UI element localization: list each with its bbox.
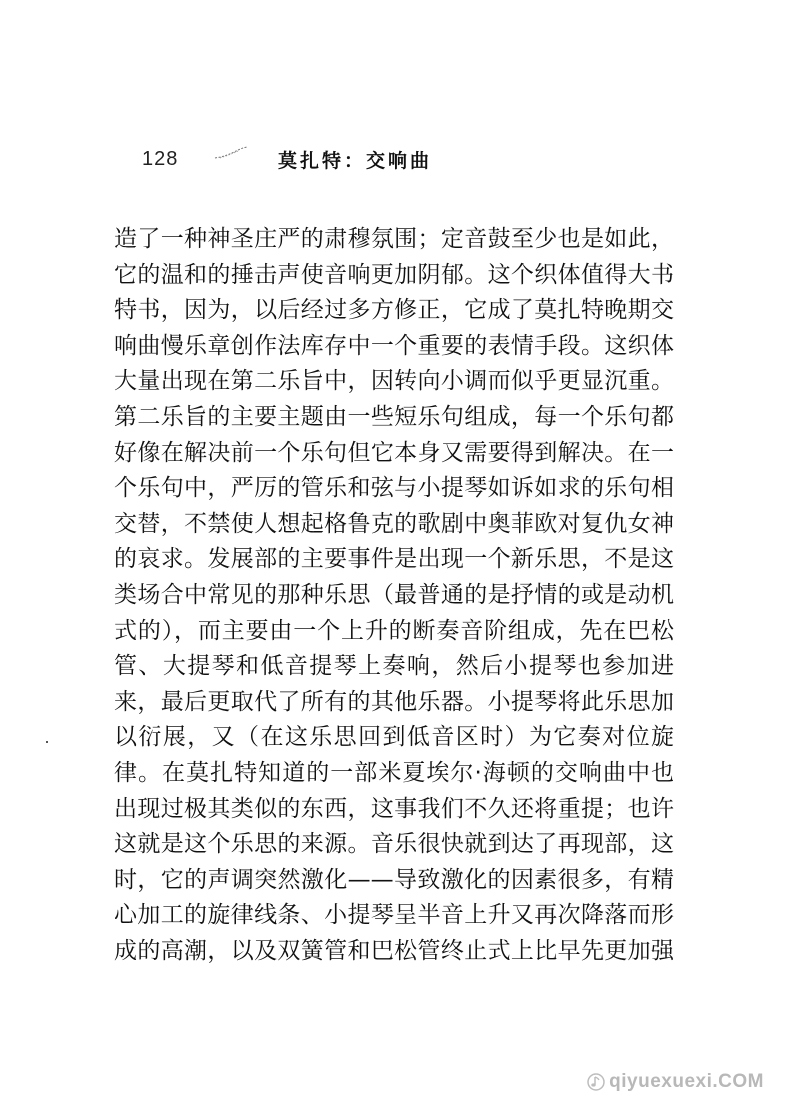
text-line: 来，最后更取代了所有的其他乐器。小提琴将此乐思加 bbox=[114, 688, 674, 715]
text-line: 这就是这个乐思的来源。音乐很快就到达了再现部，这 bbox=[114, 831, 674, 858]
text-line: 式的），而主要由一个上升的断奏音阶组成，先在巴松 bbox=[114, 617, 674, 644]
text-line: 大量出现在第二乐旨中，因转向小调而似乎更显沉重。 bbox=[114, 368, 674, 395]
watermark-text: qiyuexuexi.COM bbox=[609, 1071, 764, 1092]
text-line: 的哀求。发展部的主要事件是出现一个新乐思，不是这 bbox=[114, 546, 674, 573]
text-line: 交替，不禁使人想起格鲁克的歌剧中奥菲欧对复仇女神 bbox=[114, 510, 674, 537]
running-title: 莫扎特：交响曲 bbox=[278, 150, 433, 172]
text-line: 以衍展，又（在这乐思回到低音区时）为它奏对位旋 bbox=[114, 724, 674, 751]
text-line: 它的温和的捶击声使音响更加阴郁。这个织体值得大书 bbox=[114, 261, 674, 288]
flourish-icon bbox=[214, 146, 248, 160]
text-line: 好像在解决前一个乐句但它本身又需要得到解决。在一 bbox=[114, 439, 674, 466]
text-line: 类场合中常见的那种乐思（最普通的是抒情的或是动机 bbox=[114, 581, 674, 608]
text-line: 个乐句中，严厉的管乐和弦与小提琴如诉如求的乐句相 bbox=[114, 475, 674, 502]
text-line: 响曲慢乐章创作法库存中一个重要的表情手段。这织体 bbox=[114, 332, 674, 359]
text-line: 成的高潮，以及双簧管和巴松管终止式上比早先更加强 bbox=[114, 937, 674, 964]
text-line: 管、大提琴和低音提琴上奏响，然后小提琴也参加进 bbox=[114, 653, 674, 680]
text-line: 心加工的旋律线条、小提琴呈半音上升又再次降落而形 bbox=[114, 902, 674, 929]
text-line: 特书，因为，以后经过多方修正，它成了莫扎特晚期交 bbox=[114, 297, 674, 324]
watermark bbox=[587, 1070, 764, 1094]
music-note-icon bbox=[587, 1073, 605, 1091]
margin-mark bbox=[46, 741, 48, 743]
text-line: 出现过极其类似的东西，这事我们不久还将重提；也许 bbox=[114, 795, 674, 822]
page-header bbox=[0, 0, 794, 180]
text-line: 造了一种神圣庄严的肃穆氛围；定音鼓至少也是如此， bbox=[114, 226, 674, 252]
page-number: 128 bbox=[142, 148, 179, 170]
body-text bbox=[114, 222, 674, 969]
text-line: 第二乐旨的主要主题由一些短乐句组成，每一个乐句都 bbox=[114, 403, 674, 430]
text-line: 律。在莫扎特知道的一部米夏埃尔·海顿的交响曲中也 bbox=[114, 759, 674, 786]
text-line: 时，它的声调突然激化——导致激化的因素很多，有精 bbox=[114, 866, 674, 893]
